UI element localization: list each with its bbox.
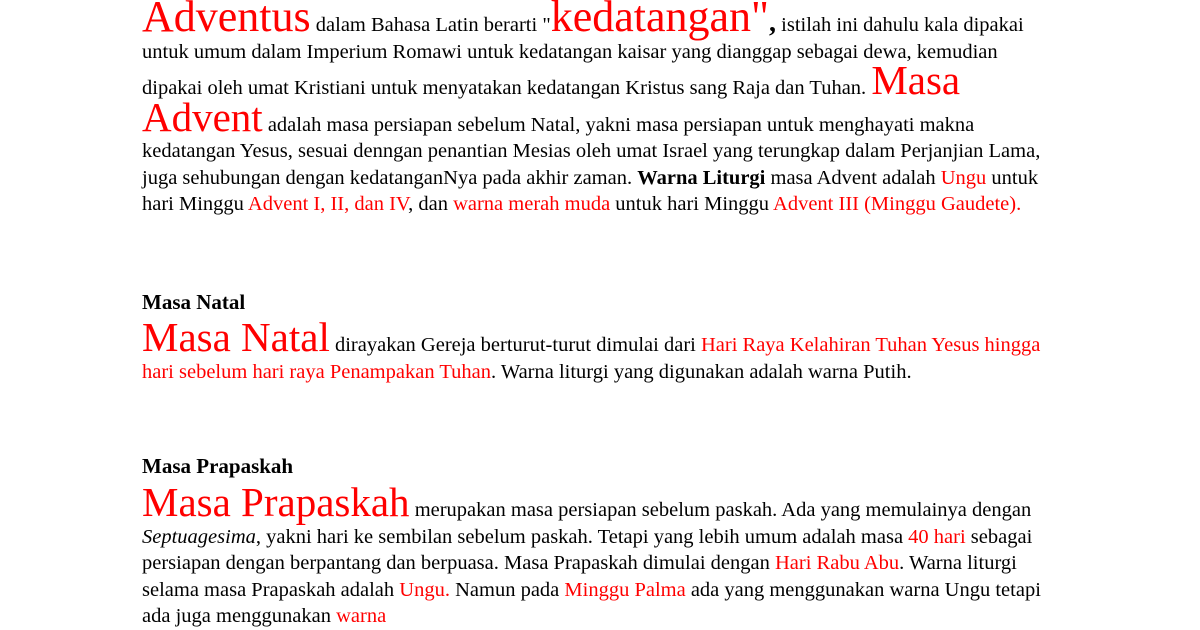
adventus-term: Adventus (142, 0, 311, 41)
natal-text-1: dirayakan Gereja berturut-turut dimulai dari (329, 334, 701, 356)
natal-text-2: . Warna liturgi yang digunakan adalah warna Putih. (490, 360, 912, 383)
masa-advent-term: Masa Advent (142, 57, 961, 140)
natal-heading: Masa Natal (142, 290, 246, 314)
prapaskah-paragraph (142, 479, 1042, 630)
prapaskah-text-3: sebagai persiapan dengan berpantang dan berpuasa. Masa Prapaskah dimulai dengan (142, 525, 1033, 574)
warna-liturgi-label: Warna Liturgi (637, 166, 766, 189)
advent-iii-gaudete: Advent III (Minggu Gaudete). (773, 193, 1022, 215)
prapaskah-text-5: Namun pada (449, 578, 565, 601)
advent-text-3: adalah masa persiapan sebelum Natal, yakni masa persiapan untuk menghayati makna kedatangan Yesus, sesuai denngan penantian Mesias oleh umat Israel yang terungkap dalam Perjanjian Lama, juga sehubungan dengan kedatanganNya pada akhir zaman. (142, 113, 1041, 189)
advent-text-2: istilah ini dahulu kala dipakai untuk umum dalam Imperium Romawi untuk kedatangan kaisar yang dianggap sebagai dewa, kemudian dipakai oleh umat Kristiani untuk menyatakan kedatangan Kristus sang Raja dan Tuhan. (142, 14, 1024, 99)
septuagesima-term: Septuagesima (142, 525, 256, 548)
advent-text-6: , dan (408, 193, 454, 215)
ungu-color: Ungu (940, 166, 987, 189)
advent-text-1: dalam Bahasa Latin berarti " (310, 14, 551, 36)
prapaskah-text-2: , yakni hari ke sembilan sebelum paskah. Tetapi yang lebih umum adalah masa (255, 525, 909, 548)
advent-sundays: Advent I, II, dan IV (247, 193, 409, 215)
prapaskah-text-1: merupakan masa persiapan sebelum paskah. Ada yang memulainya dengan (409, 499, 1032, 521)
rabu-abu: Hari Rabu Abu (775, 552, 900, 574)
ungu-color-prapaskah: Ungu. (399, 578, 450, 601)
advent-text-7: untuk hari Minggu (610, 193, 774, 215)
minggu-palma: Minggu Palma (564, 578, 686, 601)
masa-natal-term: Masa Natal (142, 314, 330, 360)
forty-days: 40 hari (908, 525, 966, 548)
merah-muda-color: warna merah muda (453, 193, 611, 215)
natal-paragraph (142, 314, 1042, 385)
kedatangan-term: kedatangan" (550, 0, 770, 41)
prapaskah-text-6: ada yang menggunakan warna Ungu tetapi ada juga menggunakan (142, 578, 1041, 627)
prapaskah-heading: Masa Prapaskah (142, 454, 294, 478)
warna-term: warna (336, 605, 387, 627)
natal-period: Hari Raya Kelahiran Tuhan Yesus hingga hari sebelum hari raya Penampakan Tuhan (142, 334, 1041, 383)
masa-prapaskah-term: Masa Prapaskah (142, 479, 410, 525)
advent-paragraph (142, 2, 1042, 218)
advent-text-4: masa Advent adalah (765, 166, 941, 189)
prapaskah-text-4: . Warna liturgi selama masa Prapaskah adalah (142, 552, 1017, 601)
advent-text-5: untuk hari Minggu (142, 166, 1039, 215)
advent-comma: , (769, 7, 777, 38)
